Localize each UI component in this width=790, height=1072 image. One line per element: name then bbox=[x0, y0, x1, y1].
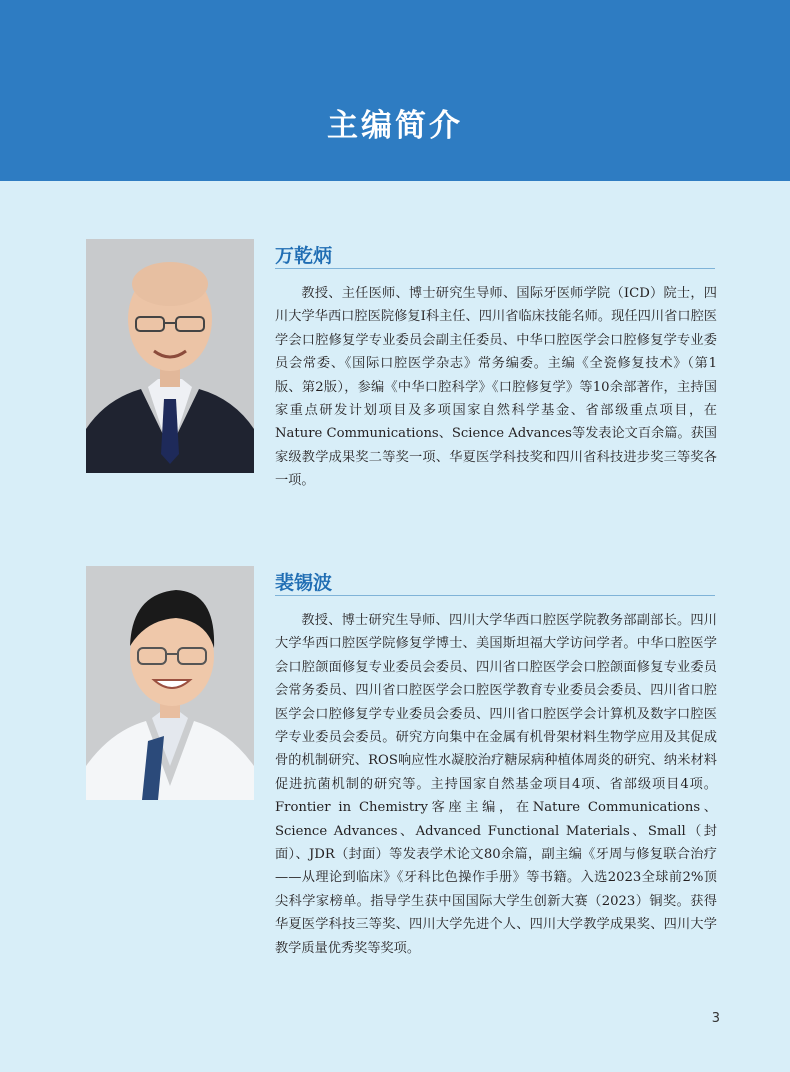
bio-text: 教授、主任医师、博士研究生导师、国际牙医师学院（ICD）院士，四川大学华西口腔医院修复Ⅰ科主任、四川省临床技能名师。现任四川省口腔医学会口腔修复学专业委员会副主任委员、中华口腔医学会口腔修复学专业委员会常委、《国际口腔医学杂志》常务编委。主编《全瓷修复技术》（第1版、第2版），参编《中华口腔科学》《口腔修复学》等10余部著作，主持国家重点研发计划项目及多项国家自然科学基金、省部级重点项目，在Nature Communications、Science Advances等发表论文百余篇。获国家级教学成果奖二等奖一项、华夏医学科技奖和四川省科技进步奖三等奖各一项。 bbox=[275, 286, 717, 489]
portrait-image bbox=[86, 566, 254, 800]
editor-bio-2 bbox=[275, 609, 717, 960]
bio-text: 教授、博士研究生导师、四川大学华西口腔医学院教务部副部长。四川大学华西口腔医学院修复学博士、美国斯坦福大学访问学者。中华口腔医学会口腔颌面修复专业委员会委员、四川省口腔医学会口腔颌面修复专业委员会常务委员、四川省口腔医学会口腔医学教育专业委员会委员、四川省口腔医学会口腔修复学专业委员会委员、四川省口腔医学会计算机及数字口腔医学专业委员会委员。研究方向集中在金属有机骨架材料生物学应用及其促成骨的机制研究、ROS响应性水凝胶治疗糖尿病种植体周炎的研究、纳米材料促进抗菌机制的研究等。主持国家自然基金项目4项、省部级项目4项。Frontier in Chemistry客座主编，在Nature Communications、Science Advances、Advanced Functional Materials、Small（封面）、JDR（封面）等发表学术论文80余篇，副主编《牙周与修复联合治疗——从理论到临床》《牙科比色操作手册》等书籍。入选2023全球前2%顶尖科学家榜单。指导学生获中国国际大学生创新大赛（2023）铜奖。获得华夏医学科技三等奖、四川大学先进个人、四川大学教学成果奖、四川大学教学质量优秀奖等奖项。 bbox=[275, 613, 717, 956]
editor-photo-1 bbox=[86, 239, 254, 473]
editor-name-2: 裴锡波 bbox=[275, 572, 333, 594]
page-title: 主编简介 bbox=[327, 108, 463, 144]
editor-bio-1 bbox=[275, 282, 717, 493]
page-number: 3 bbox=[711, 1011, 720, 1026]
portrait-image bbox=[86, 239, 254, 473]
name-divider bbox=[275, 595, 715, 596]
editor-photo-2 bbox=[86, 566, 254, 800]
name-divider bbox=[275, 268, 715, 269]
header-banner bbox=[0, 0, 790, 181]
editor-name-1: 万乾炳 bbox=[275, 245, 333, 267]
